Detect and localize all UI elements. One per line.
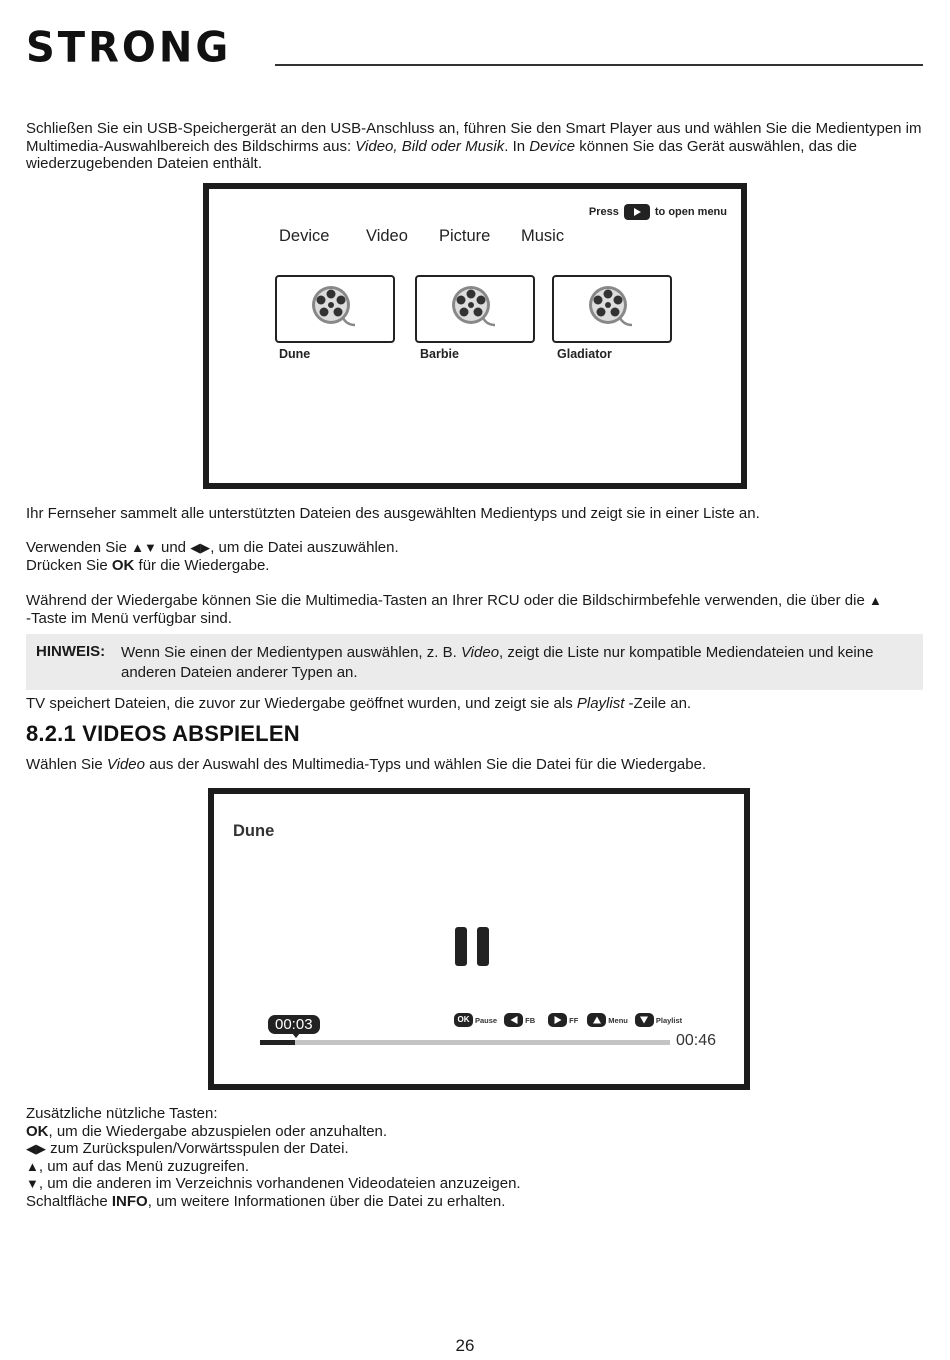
video-title: Dune xyxy=(233,822,275,840)
file-thumbnail[interactable] xyxy=(415,275,535,343)
file-thumbnail[interactable] xyxy=(552,275,672,343)
intro-paragraph: Schließen Sie ein USB-Speichergerät an den USB-Anschluss an, führen Sie den Smart Player aus und wählen Sie die Medientypen im Multimedia-Auswahlbereich des Bildschirms aus: Video, Bild oder Musik. In Device können Sie das Gerät auswählen, das die wiederzugebenden Dateien enthält. xyxy=(26,120,922,172)
note-label: HINWEIS: xyxy=(36,643,106,660)
note-text: Wenn Sie einen der Medientypen auswählen, z. B. Video, zeigt die Liste nur kompatible Mediendateien und keine anderen Dateien anderer Typen an. xyxy=(121,644,874,681)
up-arrow-key-icon xyxy=(587,1013,606,1027)
menu-item-picture[interactable]: Picture xyxy=(439,227,491,245)
file-label-dune: Dune xyxy=(279,347,311,361)
section-heading: 8.2.1 VIDEOS ABSPIELEN xyxy=(26,721,300,746)
useful-keys-title: Zusätzliche nützliche Tasten: xyxy=(26,1105,218,1122)
menu-item-device[interactable]: Device xyxy=(279,227,330,245)
paragraph-navigate: Verwenden Sie ▲▼ und ◀▶, um die Datei auszuwählen. Drücken Sie OK für die Wiedergabe. xyxy=(26,539,399,574)
brand-logo: STRONG xyxy=(26,23,232,73)
press-menu-hint: Press to open menu xyxy=(588,206,727,218)
ok-key-icon: OK xyxy=(454,1013,473,1027)
pause-icon[interactable] xyxy=(455,927,493,966)
film-reel-icon xyxy=(449,285,499,331)
film-reel-icon xyxy=(309,285,359,331)
player-controls xyxy=(454,1013,689,1027)
file-label-gladiator: Gladiator xyxy=(557,347,612,361)
ok-pause-control[interactable]: OK Pause xyxy=(454,1013,497,1027)
paragraph-playback-controls: Während der Wiedergabe können Sie die Multimedia-Tasten an Ihrer RCU oder die Bildschirmbefehle verwenden, die über die ▲ -Taste im Menü verfügbar sind. xyxy=(26,592,882,627)
media-selection-screenshot xyxy=(203,183,747,489)
film-reel-icon xyxy=(586,285,636,331)
paragraph-playlist: TV speichert Dateien, die zuvor zur Wiedergabe geöffnet wurden, und zeigt sie als Playlist -Zeile an. xyxy=(26,695,692,712)
paragraph-collect: Ihr Fernseher sammelt alle unterstützten Dateien des ausgewählten Medientyps und zeigt sie in einer Liste an. xyxy=(26,505,760,522)
ff-control[interactable]: FF xyxy=(548,1013,578,1027)
file-thumbnail[interactable] xyxy=(275,275,395,343)
video-player-screenshot xyxy=(208,788,750,1090)
header-rule xyxy=(275,64,923,66)
file-label-barbie: Barbie xyxy=(420,347,459,361)
playlist-control[interactable]: Playlist xyxy=(635,1013,682,1027)
progress-bar[interactable] xyxy=(260,1040,670,1045)
menu-item-music[interactable]: Music xyxy=(521,227,565,245)
menu-control[interactable]: Menu xyxy=(587,1013,628,1027)
right-arrow-key-icon xyxy=(548,1013,567,1027)
down-arrow-key-icon xyxy=(635,1013,654,1027)
play-key-icon xyxy=(624,204,650,220)
paragraph-select-video: Wählen Sie Video aus der Auswahl des Multimedia-Typs und wählen Sie die Datei für die Wiedergabe. xyxy=(26,756,707,773)
current-time: 00:03 xyxy=(268,1015,320,1034)
note-box xyxy=(26,634,923,690)
left-arrow-key-icon xyxy=(504,1013,523,1027)
fb-control[interactable]: FB xyxy=(504,1013,535,1027)
menu-item-video[interactable]: Video xyxy=(366,227,408,245)
page-number: 26 xyxy=(455,1336,475,1355)
useful-keys-list: Zusätzliche nützliche Tasten: OK, um die Wiedergabe abzuspielen oder anzuhalten. ◀▶ zum Zurückspulen/Vorwärtsspulen der Datei. ▲, um auf das Menü zuzugreifen. ▼, um die anderen im Verzeichnis vorhandenen Videodateien anzuzeigen. Schaltfläche INFO, um weitere Informationen über die Datei zu erhalten. xyxy=(26,1105,926,1210)
progress-fill xyxy=(260,1040,295,1045)
total-time: 00:46 xyxy=(676,1032,717,1049)
